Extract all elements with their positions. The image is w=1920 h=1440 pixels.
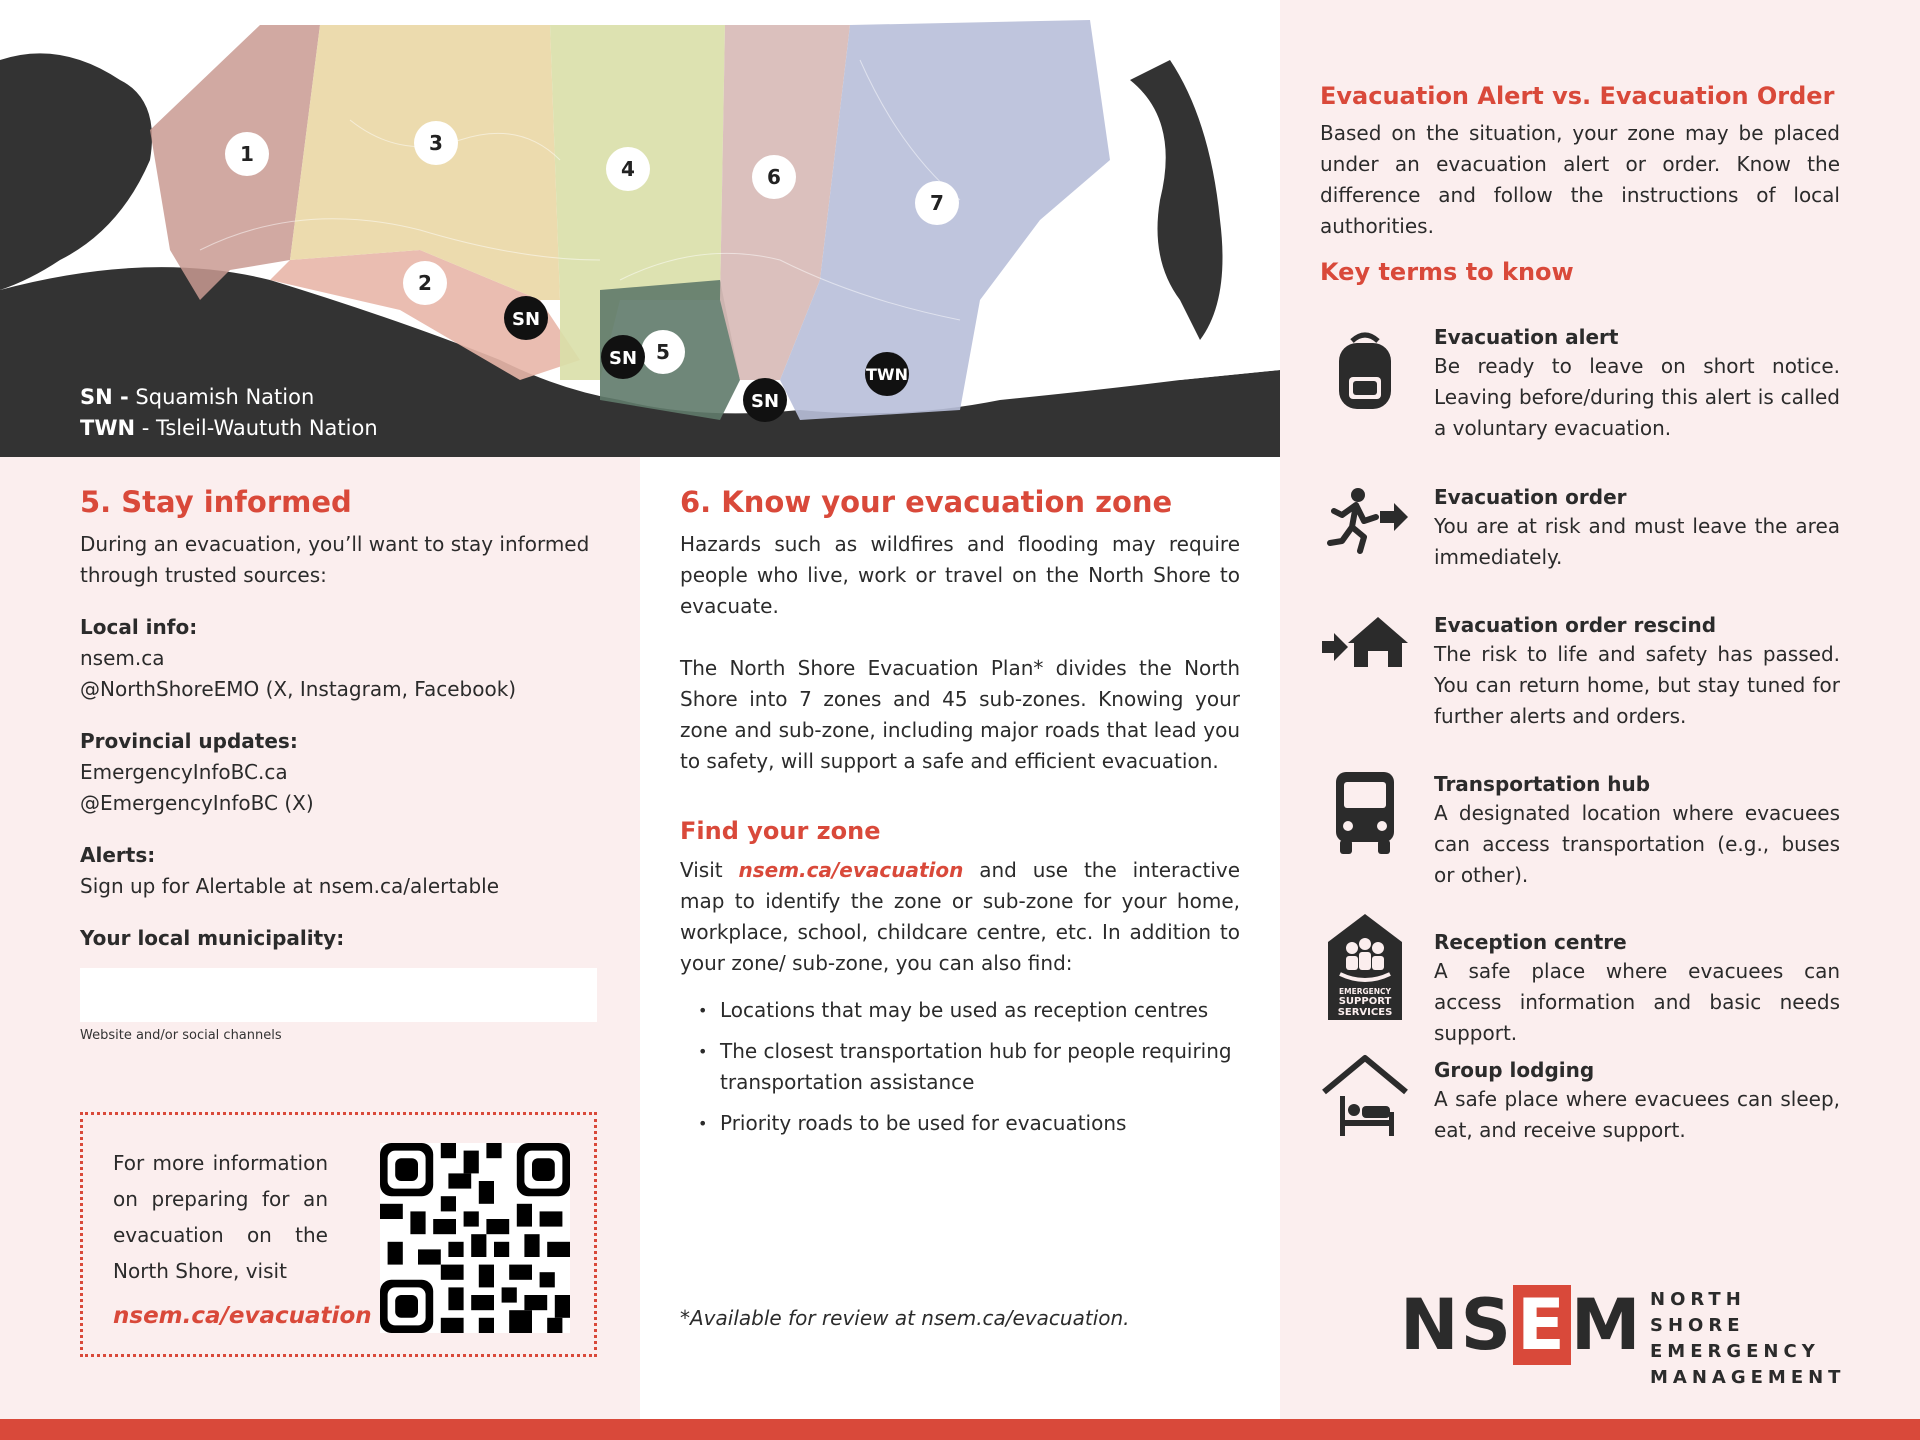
sn-marker: SN bbox=[750, 391, 780, 412]
alerts-label: Alerts: bbox=[80, 843, 156, 867]
municipality-label: Your local municipality: bbox=[80, 926, 345, 950]
key-terms-panel: Evacuation Alert vs. Evacuation Order Based on the situation, your zone may be placed under an evacuation alert or order. Know the difference and follow the instructions of local authorities. Key terms to know Evacuation alert Be ready to leave on short notice. Leaving before/during this alert is called a voluntary evacuation. Evacuation order You are at risk and must leave the area immediately. Evacuation order rescind The risk to life and safety has passed. You can return home, but stay tuned for further alerts and orders. Transportation hub A designated location where evacuees can access transportation (e.g., buses or other). EMERGENCY SUPPORT SERVICES Reception centre A safe place where evacuees can access information and basic needs support. Group lodging A safe place where evacuees can sleep, eat, and receive support. NSEM NORTH SHORE EMERGENCY MANAGEMENT bbox=[1280, 0, 1920, 1419]
nsem-logo bbox=[1400, 1284, 1846, 1388]
more-info-link[interactable]: nsem.ca/evacuation bbox=[113, 1303, 372, 1329]
svg-text:SUPPORT: SUPPORT bbox=[1338, 996, 1392, 1007]
twn-marker: TWN bbox=[866, 365, 908, 384]
house-arrow-icon bbox=[1320, 611, 1410, 701]
zone-5-marker: 5 bbox=[656, 340, 670, 364]
sn-marker: SN bbox=[608, 348, 638, 369]
evacuation-zone-map bbox=[0, 0, 1280, 457]
zone-3-marker: 3 bbox=[429, 131, 443, 155]
know-zone-title: 6. Know your evacuation zone bbox=[680, 485, 1173, 519]
find-zone-title: Find your zone bbox=[680, 817, 881, 845]
provincial-updates-label: Provincial updates: bbox=[80, 729, 298, 753]
local-info-label: Local info: bbox=[80, 615, 198, 639]
list-item: • Priority roads to be used for evacuations bbox=[680, 1108, 1240, 1139]
know-zone-panel bbox=[640, 457, 1280, 1419]
bottom-accent-bar bbox=[0, 1419, 1920, 1440]
bed-house-icon bbox=[1320, 1052, 1410, 1142]
emergency-support-services-icon bbox=[1320, 912, 1410, 1024]
stay-informed-title: 5. Stay informed bbox=[80, 485, 352, 519]
zone-6-marker: 6 bbox=[767, 165, 781, 189]
municipality-write-in-box[interactable] bbox=[80, 968, 597, 1022]
zone-4-marker: 4 bbox=[621, 157, 635, 181]
zone-7-marker: 7 bbox=[930, 191, 944, 215]
bus-icon bbox=[1320, 770, 1410, 860]
sn-marker: SN bbox=[511, 309, 541, 330]
list-item: • Locations that may be used as reception centres bbox=[680, 995, 1240, 1026]
local-info-line: nsem.ca bbox=[80, 646, 165, 670]
find-zone-link[interactable]: nsem.ca/evacuation bbox=[738, 858, 964, 882]
alert-vs-order-intro: Based on the situation, your zone may be placed under an evacuation alert or order. Know the difference and follow the instructions of local authorities. bbox=[1320, 121, 1840, 238]
local-info-line: @NorthShoreEMO (X, Instagram, Facebook) bbox=[80, 677, 517, 701]
alerts-line: Sign up for Alertable at nsem.ca/alertable bbox=[80, 874, 500, 898]
find-zone-text: Visit nsem.ca/evacuation and use the interactive map to identify the zone or sub-zone for your home, workplace, school, childcare centre, etc. In addition to your zone/ sub-zone, you can also find: bbox=[680, 858, 1241, 975]
more-info-text: For more information on preparing for an evacuation on the North Shore, visit bbox=[113, 1151, 328, 1283]
legend-twn: TWN - Tsleil-Waututh Nation bbox=[80, 416, 378, 440]
find-zone-bullets bbox=[680, 995, 1240, 1139]
provincial-line: EmergencyInfoBC.ca bbox=[80, 760, 288, 784]
zone-2-marker: 2 bbox=[418, 271, 432, 295]
stay-informed-panel bbox=[0, 457, 640, 1419]
alert-vs-order-title: Evacuation Alert vs. Evacuation Order bbox=[1320, 82, 1835, 110]
logo-letters: NSEM bbox=[1400, 1284, 1643, 1366]
know-zone-para1: Hazards such as wildfires and flooding may require people who live, work or travel on the North Shore to evacuate. bbox=[680, 532, 1240, 618]
map-legend bbox=[80, 382, 378, 444]
legend-sn: SN - Squamish Nation bbox=[80, 385, 315, 409]
more-info-box bbox=[80, 1112, 597, 1357]
know-zone-para2: The North Shore Evacuation Plan* divides the North Shore into 7 zones and 45 sub-zones. Knowing your zone and sub-zone, including major roads that lead you to safety, will support a safe and efficient evacuation. bbox=[680, 656, 1240, 773]
logo-wordmark: NORTH SHORE EMERGENCY MANAGEMENT bbox=[1650, 1289, 1846, 1388]
stay-informed-intro: During an evacuation, you’ll want to stay informed through trusted sources: bbox=[80, 532, 590, 587]
backpack-icon bbox=[1320, 327, 1410, 417]
provincial-line: @EmergencyInfoBC (X) bbox=[80, 791, 314, 815]
running-person-icon bbox=[1320, 481, 1410, 571]
svg-text:SERVICES: SERVICES bbox=[1337, 1007, 1393, 1018]
municipality-caption: Website and/or social channels bbox=[80, 1028, 282, 1043]
zone-1-marker: 1 bbox=[240, 142, 254, 166]
key-terms-title: Key terms to know bbox=[1320, 258, 1574, 286]
qr-code-icon[interactable] bbox=[380, 1143, 570, 1333]
footnote: *Available for review at nsem.ca/evacuation. bbox=[680, 1306, 1130, 1330]
list-item: • The closest transportation hub for people requiring transportation assistance bbox=[680, 1036, 1240, 1098]
svg-text:EMERGENCY: EMERGENCY bbox=[1339, 987, 1391, 996]
